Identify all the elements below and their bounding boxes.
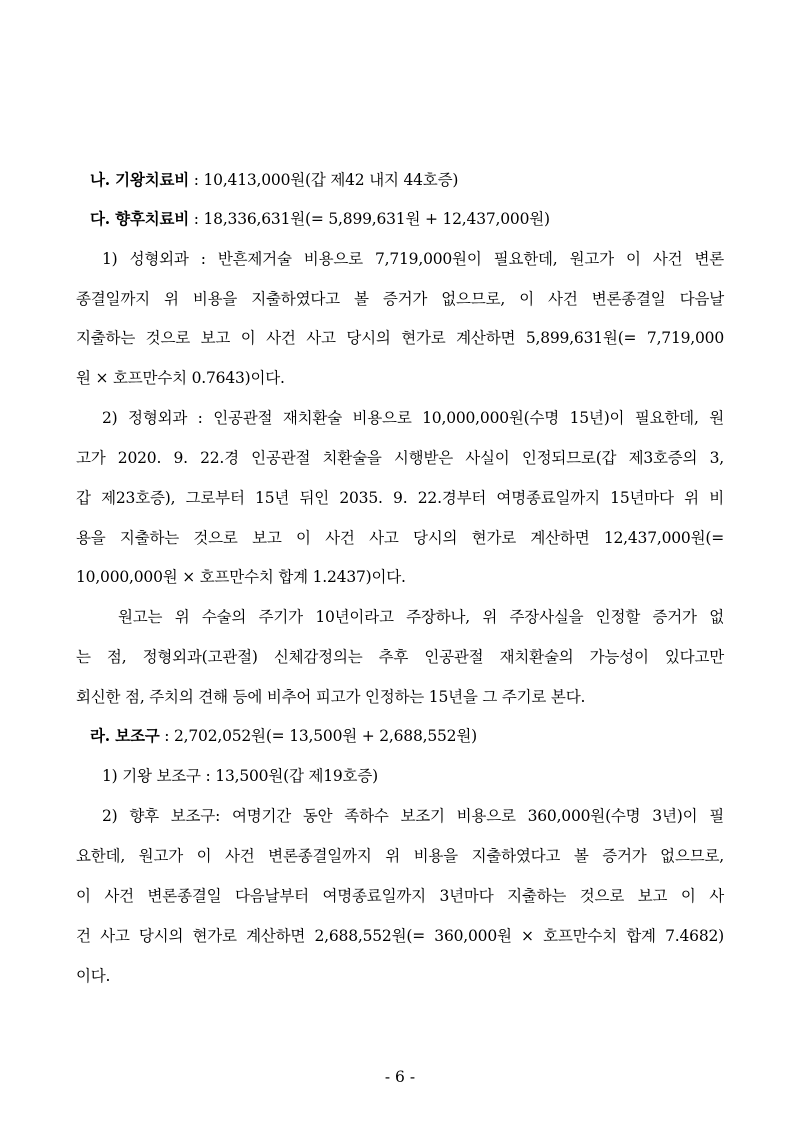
section-da (90, 209, 724, 229)
section-heading: 나. 기왕치료비 (90, 170, 190, 189)
paragraph-line: 건 사고 당시의 현가로 계산하면 2,688,552원(= 360,000원 × 호프만수치 합계 7.4682) (76, 927, 724, 945)
section-text: : 18,336,631원(= 5,899,631원 + 12,437,000원) (189, 210, 550, 228)
paragraph-line: 요한데, 원고가 이 사건 변론종결일까지 위 비용을 지출하였다고 볼 증거가 없으므로, (76, 847, 724, 865)
paragraph-line: 갑 제23호증), 그로부터 15년 뒤인 2035. 9. 22.경부터 여명종료일까지 15년마다 위 비 (76, 489, 724, 507)
paragraph-line: 이 사건 변론종결일 다음날부터 여명종료일까지 3년마다 지출하는 것으로 보고 이 사 (76, 887, 724, 905)
paragraph-line: 고가 2020. 9. 22.경 인공관절 치환술을 시행받은 사실이 인정되므로(갑 제3호증의 3, (76, 449, 724, 467)
paragraph-line: 2) 향후 보조구: 여명기간 동안 족하수 보조기 비용으로 360,000원(수명 3년)이 필 (102, 807, 724, 825)
paragraph-line: 2) 정형외과 : 인공관절 재치환술 비용으로 10,000,000원(수명 15년)이 필요한데, 원 (102, 409, 724, 427)
paragraph-line: 이다. (76, 967, 111, 985)
paragraph-line: 종결일까지 위 비용을 지출하였다고 볼 증거가 없으므로, 이 사건 변론종결일 다음날 (76, 290, 724, 308)
section-text: : 10,413,000원(갑 제42 내지 44호증) (189, 171, 459, 189)
paragraph-line: 회신한 점, 주치의 견해 등에 비추어 피고가 인정하는 15년을 그 주기로 본다. (76, 688, 586, 706)
paragraph-line: 1) 성형외과 : 반흔제거술 비용으로 7,719,000원이 필요한데, 원고가 이 사건 변론 (102, 250, 724, 268)
paragraph-line: 용을 지출하는 것으로 보고 이 사건 사고 당시의 현가로 계산하면 12,437,000원(= (76, 529, 724, 547)
section-ra (90, 726, 724, 746)
paragraph-line: 지출하는 것으로 보고 이 사건 사고 당시의 현가로 계산하면 5,899,631원(= 7,719,000 (76, 329, 724, 347)
section-text: : 2,702,052원(= 13,500원 + 2,688,552원) (159, 727, 477, 745)
paragraph-line: 는 점, 정형외과(고관절) 신체감정의는 추후 인공관절 재치환술의 가능성이 있다고만 (76, 648, 724, 666)
paragraph-line: 원고는 위 수술의 주기가 10년이라고 주장하나, 위 주장사실을 인정할 증거가 없 (118, 608, 724, 626)
page-number: - 6 - (384, 1068, 416, 1086)
section-na (90, 170, 724, 190)
section-heading: 라. 보조구 (90, 726, 160, 745)
paragraph-line: 원 × 호프만수치 0.7643)이다. (76, 369, 285, 387)
paragraph-line: 10,000,000원 × 호프만수치 합계 1.2437)이다. (76, 568, 406, 586)
section-heading: 다. 향후치료비 (90, 209, 190, 228)
paragraph-line: 1) 기왕 보조구 : 13,500원(갑 제19호증) (102, 767, 378, 785)
